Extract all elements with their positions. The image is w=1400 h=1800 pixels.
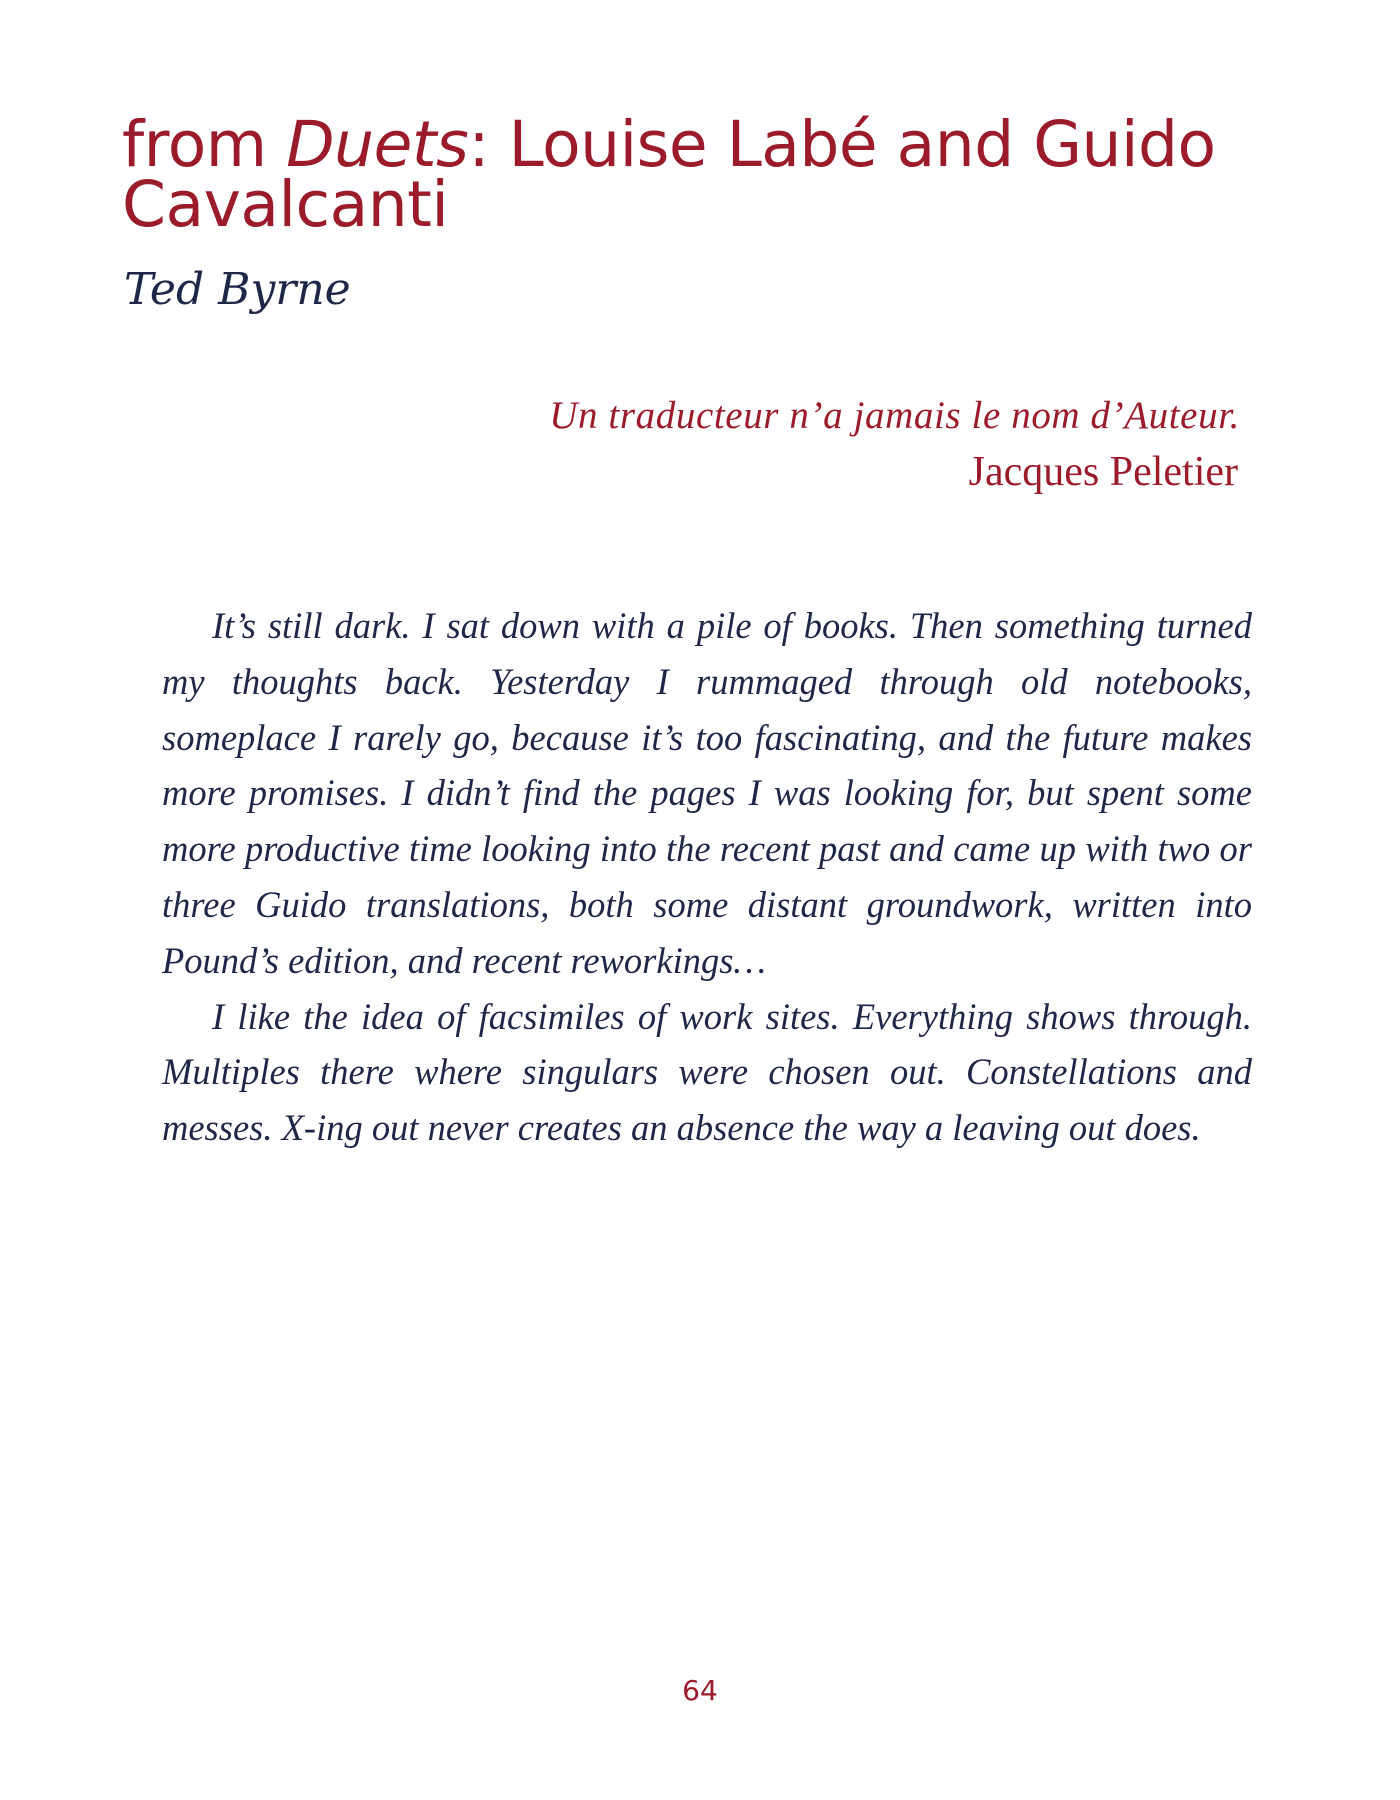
page-number: 64 xyxy=(682,1674,718,1707)
epigraph-quote: Un traducteur n’a jamais le nom d’Auteur. xyxy=(549,394,1240,437)
title-italic: Duets xyxy=(286,108,469,181)
epigraph xyxy=(549,388,1240,500)
body-paragraph-2: I like the idea of facsimiles of work sites. Everything shows through. Multiples there where singulars were chosen out. Constellations and messes. X-ing out never creates an absence the way a leaving out does. xyxy=(162,995,1252,1149)
title-prefix: from xyxy=(122,108,287,181)
body-text xyxy=(162,598,1252,1156)
page-title xyxy=(122,108,1302,241)
epigraph-source: Jacques Peletier xyxy=(968,449,1238,495)
author-name: Ted Byrne xyxy=(124,264,351,315)
body-paragraph-1: It’s still dark. I sat down with a pile of books. Then something turned my thoughts back. Yesterday I rummaged through old notebooks, someplace I rarely go, because it’s too fascinating, and the future makes more promises. I didn’t find the pages I was looking for, but spent some more productive time looking into the recent past and came up with two or three Guido translations, both some distant groundwork, written into Pound’s edition, and recent reworkings… xyxy=(162,605,1252,981)
title-suffix: : Louise Labé and Guido Cavalcanti xyxy=(122,108,1216,241)
